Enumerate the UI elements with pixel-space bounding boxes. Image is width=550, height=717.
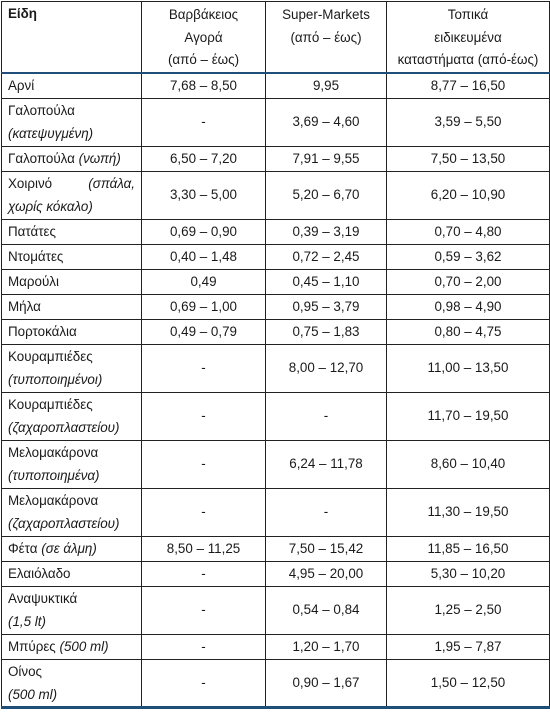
price-varvakeios: - — [142, 586, 266, 634]
item-name: Μελομακάρονα (ζαχαροπλαστείου) — [2, 488, 142, 536]
item-note: (500 ml) — [59, 638, 109, 654]
header-items: Είδη — [2, 2, 142, 73]
price-supermarkets: 0,72 – 2,45 — [266, 244, 387, 269]
item-note: (τυποποιημένα) — [8, 468, 100, 483]
price-supermarkets: 7,91 – 9,55 — [266, 146, 387, 171]
price-supermarkets: 0,45 – 1,10 — [266, 269, 387, 294]
table-row — [2, 244, 550, 269]
price-local-stores: 8,60 – 10,40 — [387, 440, 550, 488]
price-local-stores: 1,95 – 7,87 — [387, 634, 550, 659]
header-local-stores: Τοπικά ειδικευμένα καταστήματα (από-έως) — [387, 2, 550, 73]
item-note: (σε άλμη) — [41, 540, 97, 556]
price-local-stores: 1,50 – 12,50 — [387, 659, 550, 707]
item-name: Ελαιόλαδο — [2, 561, 142, 586]
item-note: (τυποποιημένοι) — [8, 372, 103, 387]
item-note: (σπάλα, — [88, 176, 135, 191]
item-note: χωρίς κόκαλο) — [8, 199, 93, 214]
price-varvakeios: 0,40 – 1,48 — [142, 244, 266, 269]
price-supermarkets: 0,54 – 0,84 — [266, 586, 387, 634]
price-local-stores: 8,77 – 16,50 — [387, 73, 550, 99]
price-varvakeios: 0,69 – 1,00 — [142, 294, 266, 319]
price-varvakeios: 3,30 – 5,00 — [142, 171, 266, 219]
price-local-stores: 0,70 – 4,80 — [387, 219, 550, 244]
item-note: (500 ml) — [8, 686, 58, 702]
price-local-stores: 11,70 – 19,50 — [387, 392, 550, 440]
price-local-stores: 0,59 – 3,62 — [387, 244, 550, 269]
price-varvakeios: - — [142, 344, 266, 392]
price-local-stores: 0,70 – 2,00 — [387, 269, 550, 294]
item-name: Πορτοκάλια — [2, 319, 142, 344]
price-supermarkets: 1,20 – 1,70 — [266, 634, 387, 659]
item-name: Φέτα (σε άλμη) — [2, 536, 142, 561]
price-local-stores: 0,80 – 4,75 — [387, 319, 550, 344]
price-supermarkets: 5,20 – 6,70 — [266, 171, 387, 219]
price-varvakeios: 6,50 – 7,20 — [142, 146, 266, 171]
price-local-stores: 6,20 – 10,90 — [387, 171, 550, 219]
table-row — [2, 344, 550, 392]
price-varvakeios: 0,49 — [142, 269, 266, 294]
price-supermarkets: 9,95 — [266, 73, 387, 99]
table-row — [2, 73, 550, 99]
price-varvakeios: - — [142, 440, 266, 488]
item-name: Χοιρινό (σπάλα, χωρίς κόκαλο) — [2, 171, 142, 219]
item-note: (1,5 lt) — [8, 614, 46, 629]
price-local-stores: 3,59 – 5,50 — [387, 98, 550, 146]
price-supermarkets: - — [266, 392, 387, 440]
price-supermarkets: 3,69 – 4,60 — [266, 98, 387, 146]
price-local-stores: 11,00 – 13,50 — [387, 344, 550, 392]
price-local-stores: 0,98 – 4,90 — [387, 294, 550, 319]
table-row — [2, 294, 550, 319]
table-row — [2, 586, 550, 634]
price-supermarkets: 4,95 – 20,00 — [266, 561, 387, 586]
table-row — [2, 659, 550, 707]
item-name: Πατάτες — [2, 219, 142, 244]
item-name: Μελομακάρονα (τυποποιημένα) — [2, 440, 142, 488]
price-local-stores: 11,30 – 19,50 — [387, 488, 550, 536]
price-local-stores: 11,85 – 16,50 — [387, 536, 550, 561]
item-note: (ζαχαροπλαστείου) — [8, 516, 120, 531]
item-note: (κατεψυγμένη) — [8, 126, 94, 141]
price-local-stores: 7,50 – 13,50 — [387, 146, 550, 171]
price-supermarkets: 7,50 – 15,42 — [266, 536, 387, 561]
header-varvakeios: Βαρβάκειος Αγορά (από – έως) — [142, 2, 266, 73]
item-name: Κουραμπιέδες (τυποποιημένοι) — [2, 344, 142, 392]
price-varvakeios: 0,69 – 0,90 — [142, 219, 266, 244]
item-name: Κουραμπιέδες (ζαχαροπλαστείου) — [2, 392, 142, 440]
price-supermarkets: 0,75 – 1,83 — [266, 319, 387, 344]
table-row — [2, 98, 550, 146]
table-row — [2, 269, 550, 294]
table-row — [2, 392, 550, 440]
price-varvakeios: 7,68 – 8,50 — [142, 73, 266, 99]
table-row — [2, 171, 550, 219]
table-row — [2, 488, 550, 536]
table-row — [2, 319, 550, 344]
price-table — [1, 1, 550, 709]
price-supermarkets: 0,95 – 3,79 — [266, 294, 387, 319]
item-name: Γαλοπούλα (νωπή) — [2, 146, 142, 171]
item-name: Ντομάτες — [2, 244, 142, 269]
price-varvakeios: - — [142, 392, 266, 440]
price-supermarkets: 0,39 – 3,19 — [266, 219, 387, 244]
price-varvakeios: - — [142, 98, 266, 146]
price-varvakeios: - — [142, 659, 266, 707]
table-row — [2, 634, 550, 659]
item-name: Μαρούλι — [2, 269, 142, 294]
item-name: Μήλα — [2, 294, 142, 319]
price-supermarkets: 8,00 – 12,70 — [266, 344, 387, 392]
price-varvakeios: 8,50 – 11,25 — [142, 536, 266, 561]
table-row — [2, 146, 550, 171]
price-varvakeios: - — [142, 488, 266, 536]
price-local-stores: 1,25 – 2,50 — [387, 586, 550, 634]
item-name: Αναψυκτικά (1,5 lt) — [2, 586, 142, 634]
price-varvakeios: - — [142, 561, 266, 586]
price-supermarkets: 0,90 – 1,67 — [266, 659, 387, 707]
item-note: (νωπή) — [78, 150, 121, 166]
table-row — [2, 440, 550, 488]
price-varvakeios: 0,49 – 0,79 — [142, 319, 266, 344]
price-local-stores: 5,30 – 10,20 — [387, 561, 550, 586]
header-row — [2, 2, 550, 73]
price-varvakeios: - — [142, 634, 266, 659]
item-name: Γαλοπούλα (κατεψυγμένη) — [2, 98, 142, 146]
price-supermarkets: - — [266, 488, 387, 536]
header-supermarkets: Super-Markets (από – έως) — [266, 2, 387, 73]
table-row — [2, 219, 550, 244]
table-row — [2, 561, 550, 586]
item-name: Αρνί — [2, 73, 142, 99]
table-row — [2, 536, 550, 561]
item-name: Οίνος (500 ml) — [2, 659, 142, 707]
item-name: Μπύρες (500 ml) — [2, 634, 142, 659]
price-supermarkets: 6,24 – 11,78 — [266, 440, 387, 488]
item-note: (ζαχαροπλαστείου) — [8, 420, 120, 435]
